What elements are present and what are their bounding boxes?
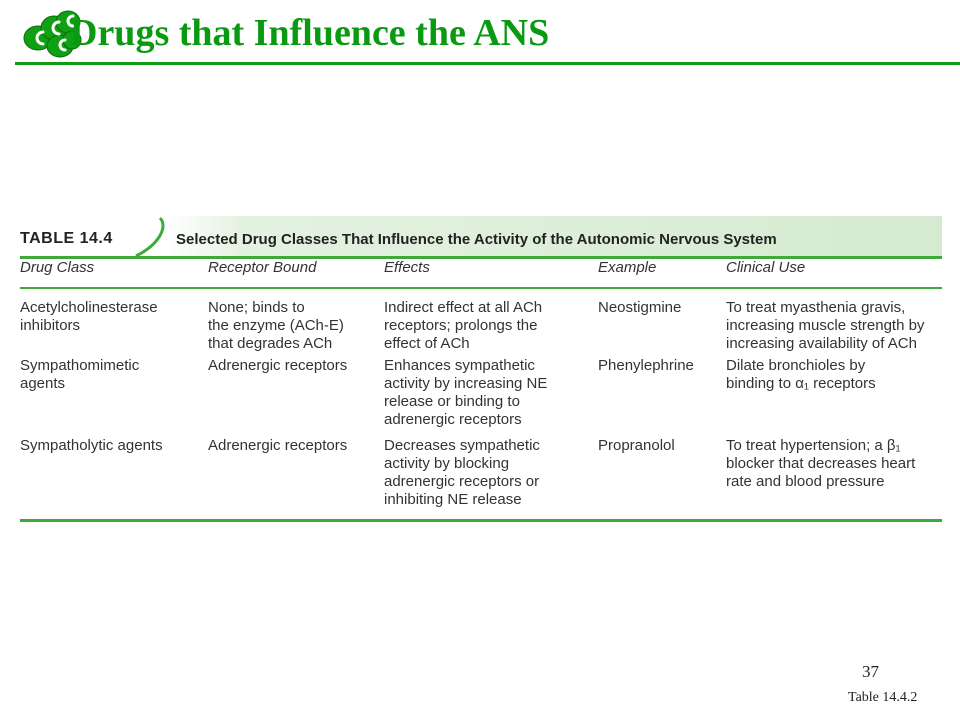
column-header-receptor-bound: Receptor Bound (208, 259, 317, 276)
table-header-row (20, 259, 942, 285)
effects-cell: Indirect effect at all ACh receptors; prolongs the effect of ACh (384, 299, 543, 352)
title-divider (15, 62, 960, 65)
clinical-use-cell: To treat myasthenia gravis, increasing muscle strength by increasing availability of ACh (726, 299, 925, 352)
effects-cell: Decreases sympathetic activity by blocking adrenergic receptors or inhibiting NE release (384, 437, 540, 508)
drug-classes-table (20, 216, 942, 522)
drug-class-cell: Sympatholytic agents (20, 437, 163, 454)
table-row (20, 357, 942, 437)
column-header-clinical-use: Clinical Use (726, 259, 806, 276)
example-cell: Propranolol (598, 437, 675, 454)
receptor-cell: None; binds to the enzyme (ACh-E) that degrades ACh (208, 299, 344, 352)
example-cell: Phenylephrine (598, 357, 694, 374)
table-reference: Table 14.4.2 (848, 690, 918, 705)
table-header-rule (20, 287, 942, 289)
clinical-use-cell: To treat hypertension; a β₁ blocker that decreases heart rate and blood pressure (726, 437, 916, 490)
drug-class-cell: Sympathomimetic agents (20, 357, 140, 392)
column-header-effects: Effects (384, 259, 430, 276)
receptor-cell: Adrenergic receptors (208, 357, 348, 374)
table-row (20, 437, 942, 515)
clinical-use-cell: Dilate bronchioles by binding to α₁ receptors (726, 357, 876, 392)
drug-class-cell: Acetylcholinesterase inhibitors (20, 299, 158, 334)
table-row (20, 299, 942, 357)
slide-title: Drugs that Influence the ANS (70, 12, 550, 54)
column-header-example: Example (598, 259, 657, 276)
swoosh-divider-icon (130, 216, 174, 258)
table-number: TABLE 14.4 (20, 230, 113, 247)
table-bottom-rule (20, 519, 942, 522)
table-caption: Selected Drug Classes That Influence the Activity of the Autonomic Nervous System (176, 231, 777, 248)
example-cell: Neostigmine (598, 299, 682, 316)
table-header-band (20, 216, 942, 256)
effects-cell: Enhances sympathetic activity by increasing NE release or binding to adrenergic receptors (384, 357, 548, 428)
slide-number: 37 (862, 662, 879, 681)
receptor-cell: Adrenergic receptors (208, 437, 348, 454)
column-header-drug-class: Drug Class (20, 259, 95, 276)
